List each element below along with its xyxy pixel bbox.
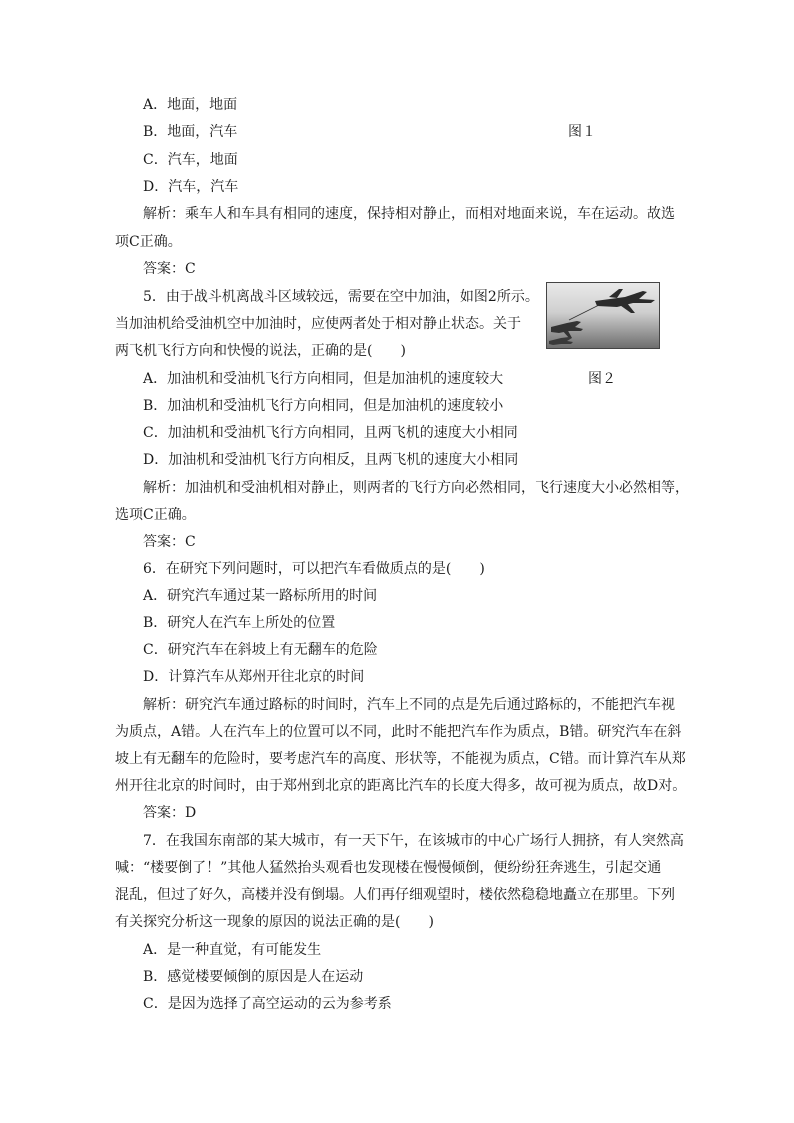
q6-option-c: C．研究汽车在斜坡上有无翻车的危险 [143, 642, 378, 658]
aircraft-illustration [547, 283, 659, 348]
q6-option-b: B．研究人在汽车上所处的位置 [143, 615, 336, 631]
figure-2-label: 图２ [588, 371, 616, 387]
q4-answer: 答案：C [143, 261, 196, 277]
q5-stem-line-3: 两飞机飞行方向和快慢的说法，正确的是( ) [115, 343, 406, 359]
q4-option-a: A．地面，地面 [143, 97, 238, 113]
q6-analysis-line-4: 州开往北京的时间时，由于郑州到北京的距离比汽车的长度大得多，故可视为质点，故D对。 [115, 778, 687, 794]
q6-analysis-line-1: 解析：研究汽车通过路标的时间时，汽车上不同的点是先后通过路标的，不能把汽车视 [143, 697, 675, 713]
q6-answer: 答案：D [143, 805, 197, 821]
q7-stem-line-1: 7．在我国东南部的某大城市，有一天下午，在该城市的中心广场行人拥挤，有人突然高 [143, 833, 684, 849]
q7-stem-line-4: 有关探究分析这一现象的原因的说法正确的是( ) [115, 914, 434, 930]
refuel-hose-icon [569, 305, 599, 320]
q7-stem-line-2: 喊：“楼要倒了！”其他人猛然抬头观看也发现楼在慢慢倾倒，便纷纷狂奔逃生，引起交通 [115, 860, 662, 876]
q6-stem: 6．在研究下列问题时，可以把汽车看做质点的是( ) [143, 561, 485, 577]
q4-analysis-line-1: 解析：乘车人和车具有相同的速度，保持相对静止，而相对地面来说，车在运动。故选 [143, 206, 675, 222]
q6-analysis-line-2: 为质点，A错。人在汽车上的位置可以不同，此时不能把汽车作为质点，B错。研究汽车在斜 [115, 724, 682, 740]
q5-answer: 答案：C [143, 534, 196, 550]
q4-option-c: C．汽车，地面 [143, 152, 238, 168]
q5-stem-line-2: 当加油机给受油机空中加油时，应使两者处于相对静止状态。关于 [115, 316, 521, 332]
q5-option-b: B．加油机和受油机飞行方向相同，但是加油机的速度较小 [143, 398, 504, 414]
q5-option-c: C．加油机和受油机飞行方向相同，且两飞机的速度大小相同 [143, 425, 518, 441]
refueling-aircraft-photo [546, 282, 660, 349]
tanker-aircraft-icon [595, 289, 655, 313]
figure-1-label: 图１ [568, 124, 596, 140]
q7-option-a: A．是一种直觉，有可能发生 [143, 942, 322, 958]
q5-analysis-line-1: 解析：加油机和受油机相对静止，则两者的飞行方向必然相同，飞行速度大小必然相等， [143, 480, 689, 496]
second-aircraft-icon [549, 337, 573, 345]
q4-analysis-line-2: 项C正确。 [115, 234, 182, 250]
q7-option-b: B．感觉楼要倾倒的原因是人在运动 [143, 969, 364, 985]
receiver-aircraft-icon [551, 321, 583, 338]
q6-option-d: D．计算汽车从郑州开往北京的时间 [143, 669, 365, 685]
q6-analysis-line-3: 坡上有无翻车的危险时，要考虑汽车的高度、形状等，不能视为质点，C错。而计算汽车从郑 [115, 751, 686, 767]
q7-stem-line-3: 混乱，但过了好久，高楼并没有倒塌。人们再仔细观望时，楼依然稳稳地矗立在那里。下列 [115, 887, 675, 903]
q6-option-a: A．研究汽车通过某一路标所用的时间 [143, 588, 378, 604]
q5-option-d: D．加油机和受油机飞行方向相反，且两飞机的速度大小相同 [143, 452, 519, 468]
q5-stem-line-1: 5．由于战斗机离战斗区域较远，需要在空中加油，如图2所示。 [143, 289, 539, 305]
q4-option-b: B．地面，汽车 [143, 124, 238, 140]
q5-analysis-line-2: 选项C正确。 [115, 507, 196, 523]
q5-option-a: A．加油机和受油机飞行方向相同，但是加油机的速度较大 [143, 371, 504, 387]
q4-option-d: D．汽车，汽车 [143, 179, 239, 195]
q7-option-c: C．是因为选择了高空运动的云为参考系 [143, 996, 392, 1012]
